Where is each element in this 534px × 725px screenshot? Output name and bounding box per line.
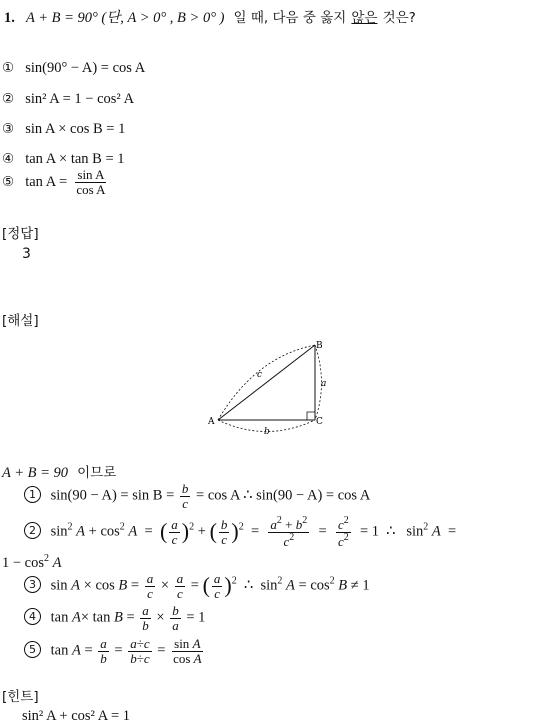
side-ab [218, 345, 315, 420]
hint-formula: sin² A + cos² A = 1 [22, 708, 131, 724]
vertex-a: A [208, 417, 215, 427]
fraction-numerator: sin A [77, 167, 105, 182]
option-mark: ③ [2, 121, 15, 137]
question-line [4, 6, 416, 27]
explanation-step-2-cont: $1 - \cos^2 A$ [2, 553, 62, 571]
step1-fraction [180, 482, 191, 510]
option-expr: sin(90° − A) = cos A [25, 60, 146, 76]
fraction-denominator: cos A [76, 181, 106, 197]
option-3 [2, 118, 125, 138]
question-number: 1. [4, 10, 15, 26]
explanation-step-4: 4 tan A× tan B = $\frac{a}{b}$ × $\frac{b}{a}$ = 1 [24, 604, 205, 632]
step1-num: b [181, 481, 189, 496]
explanation-intro [2, 461, 116, 482]
option-mark: ② [2, 91, 15, 107]
explanation-heading: [해설] [2, 313, 39, 329]
option-expr-lhs: tan A = [25, 173, 68, 190]
vertex-b: B [316, 341, 323, 351]
option-1 [2, 57, 145, 77]
option-expr: sin² A = 1 − cos² A [25, 91, 135, 107]
option-mark: ④ [2, 151, 15, 167]
explanation-step-5: 5 tan A = $\frac{a}{b}$ = $\frac{a\div c}{b\div c}$ = $\frac{\text{sin A}}{\text{cos A}}$ [24, 637, 206, 665]
step-mark: 5 [24, 641, 41, 658]
explanation-step-3: 3 sin A × cos B = $\frac{a}{c}$ × $\frac{a}{c}$ = ( $\frac{a}{c}$ )$^2$ ∴ $\sin^2 A = \cos^2 B \ne 1$ [24, 572, 370, 600]
option-mark: ① [2, 60, 15, 76]
question-condition: A + B = 90° (단, A > 0° , B > 0° ) [25, 10, 225, 26]
side-label-b: b [264, 427, 270, 437]
step-mark: 3 [24, 576, 41, 593]
answer-heading: [정답] [2, 226, 39, 242]
option-4 [2, 148, 125, 168]
explanation-step-1 [24, 482, 370, 510]
question-ask-end: 것은? [382, 10, 416, 26]
step1-lhs: sin(90 − A) = sin B = [50, 487, 175, 504]
option-2 [2, 88, 134, 108]
step-mark: 2 [24, 522, 41, 539]
answer-value: 3 [22, 246, 31, 262]
intro-math: A + B = 90 [2, 465, 69, 481]
step1-rhs: = cos A ∴ sin(90 − A) = cos A [196, 487, 371, 504]
side-label-c: c [257, 370, 263, 380]
vertex-c: C [316, 417, 323, 427]
option-expr: tan A × tan B = 1 [25, 151, 125, 167]
explanation-step-2: 2 $\sin^2 A + \cos^2 A$ = ( $\frac{a}{c}$ )$^2$ + ( $\frac{b}{c}$ )$^2$ = $\frac{a^2 + b^2}{c^2}$ = $\frac{c^2}{c^2}$ = 1 ∴ $\sin^2 A$ = [24, 516, 456, 548]
step-mark: 4 [24, 608, 41, 625]
question-ask: 일 때, 다음 중 옳지 [233, 10, 347, 26]
right-triangle-figure [200, 335, 340, 440]
option-5 [2, 168, 110, 196]
intro-text: 이므로 [77, 465, 117, 481]
side-label-a: a [321, 379, 327, 389]
step-mark: 1 [24, 486, 41, 503]
right-angle-mark [307, 412, 315, 420]
hint-heading: [힌트] [2, 689, 39, 705]
question-underlined-word: 않은 [351, 10, 378, 26]
option-mark: ⑤ [2, 174, 15, 191]
option-fraction [74, 168, 107, 196]
option-expr: sin A × cos B = 1 [25, 121, 126, 137]
step1-den: c [182, 495, 189, 511]
